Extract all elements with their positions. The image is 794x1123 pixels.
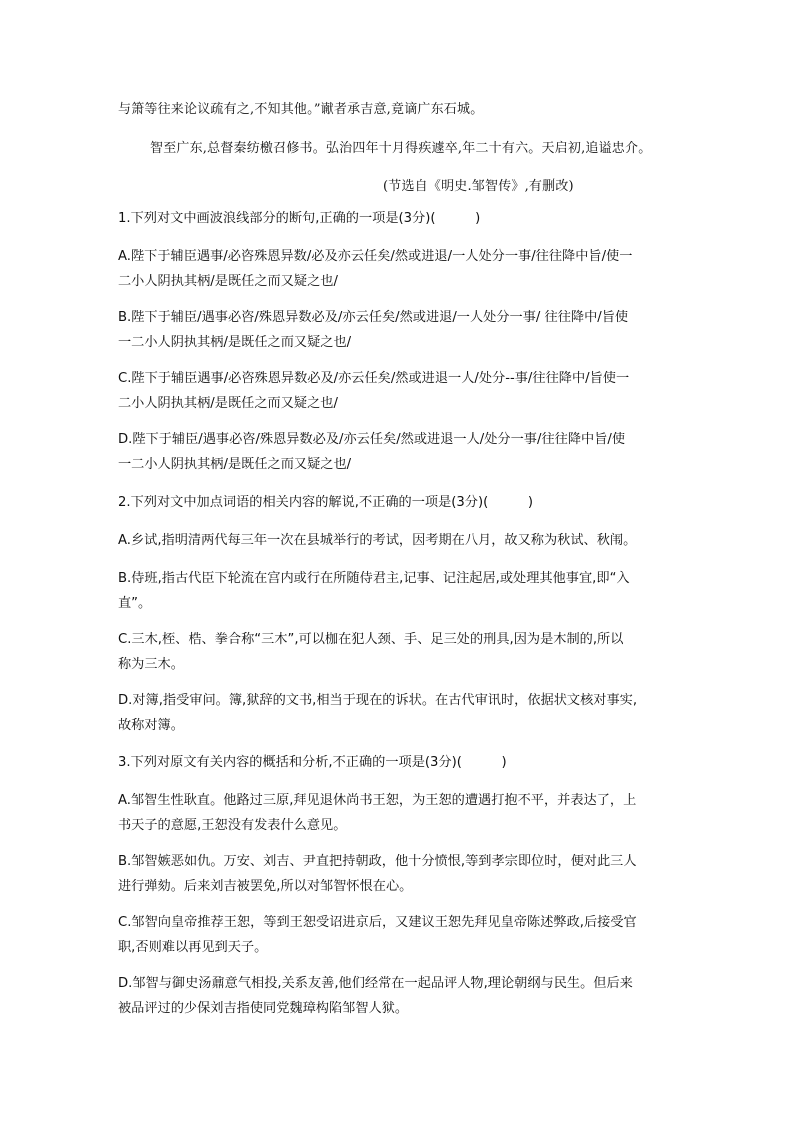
option-line: 进行弹劾。后来刘吉被罢免,所以对邹智怀恨在心。 xyxy=(118,878,413,894)
option-line: B.邹智嫉恶如仇。万安、刘吉、尹直把持朝政，他十分愤恨,等到孝宗即位时，便对此三人 xyxy=(118,854,637,869)
option-line: D.对簿,指受审问。簿,狱辞的文书,相当于现在的诉状。在古代审讯时，依据状文核对事实, xyxy=(118,693,638,708)
option-line: 一二小人阴执其柄/是既任之而又疑之也/ xyxy=(118,334,352,350)
option-line: A.邹智生性耿直。他路过三原,拜见退休尚书王恕，为王恕的遭遇打抱不平，并表达了，上 xyxy=(118,793,637,808)
passage-line-2: 智至广东,总督秦纺檄召修书。弘治四年十月得疾遽卒,年二十有六。天启初,追谥忠介。 xyxy=(150,141,652,156)
option-line: 书天子的意愿,王恕没有发表什么意见。 xyxy=(118,817,347,833)
question-3-stem: 3.下列对原文有关内容的概括和分析,不正确的一项是(3分)( ) xyxy=(118,755,507,770)
question-2-option-a xyxy=(118,529,683,554)
passage-line-1: 与箫等往来论议疏有之,不知其他。”谳者承吉意,竟谪广东石城。 xyxy=(118,102,484,117)
option-line: C.陛下于辅臣遇事/必咨殊恩异数必及/亦云任矣/然或进退一人/处分--事/往往降中/旨使一 xyxy=(118,371,630,386)
question-2-stem: 2.下列对文中加点词语的相关内容的解说,不正确的一项是(3分)( ) xyxy=(118,495,533,510)
question-1-option-a xyxy=(118,245,683,294)
option-line: 直”。 xyxy=(118,595,152,611)
option-line: C.邹智向皇帝推荐王恕，等到王恕受诏进京后，又建议王恕先拜见皇帝陈述弊政,后接受官 xyxy=(118,915,637,930)
option-line: D.邹智与御史汤鼐意气相投,关系友善,他们经常在一起品评人物,理论朝纲与民生。但后来 xyxy=(118,976,633,991)
option-line: A.乡试,指明清两代每三年一次在县城举行的考试，因考期在八月，故又称为秋试、秋闱。 xyxy=(118,533,637,548)
question-3-option-c xyxy=(118,911,683,960)
question-2-option-c xyxy=(118,628,683,677)
question-3-option-d xyxy=(118,972,683,1021)
option-line: D.陛下于辅臣/遇事必咨/殊恩异数必及/亦云任矣/然或进退一人/处分一事/往往降中旨/使 xyxy=(118,432,626,447)
option-line: 被品评过的少保刘吉指使同党魏璋构陷邹智人狱。 xyxy=(118,1000,409,1016)
option-line: 故称对簿。 xyxy=(118,717,184,733)
question-1-option-c xyxy=(118,367,683,416)
passage-source: (节选自《明史.邹智传》,有删改) xyxy=(383,179,574,194)
question-1-option-b xyxy=(118,306,683,355)
option-line: C.三木,桎、梏、拳合称“三木”,可以枷在犯人颈、手、足三处的刑具,因为是木制的,所以 xyxy=(118,632,624,647)
question-3-option-b xyxy=(118,850,683,899)
question-1-stem: 1.下列对文中画波浪线部分的断句,正确的一项是(3分)( ) xyxy=(118,211,481,226)
option-line: 一二小人阴执其柄/是既任之而又疑之也/ xyxy=(118,456,352,472)
option-line: B.陛下于辅臣/遇事必咨/殊恩异数必及/亦云任矣/然或进退/一人处分一事/ 往往降中/旨使 xyxy=(118,310,629,325)
question-1-option-d xyxy=(118,428,683,477)
option-line: 职,否则难以再见到天子。 xyxy=(118,939,268,955)
question-2-option-b xyxy=(118,567,683,616)
option-line: B.侍班,指古代臣下轮流在宫内或行在所随侍君主,记事、记注起居,或处理其他事宜,即“入 xyxy=(118,571,630,586)
question-2-option-d xyxy=(118,689,683,738)
question-3-option-a xyxy=(118,789,683,838)
option-line: 二小人阴执其柄/是既任之而又疑之也/ xyxy=(118,273,338,289)
option-line: 称为三木。 xyxy=(118,656,184,672)
option-line: A.陛下于辅臣遇事/必咨殊恩异数/必及亦云任矣/然或进退/一人处分一事/往往降中旨/使一 xyxy=(118,249,633,264)
option-line: 二小人阴执其柄/是既任之而又疑之也/ xyxy=(118,395,338,411)
